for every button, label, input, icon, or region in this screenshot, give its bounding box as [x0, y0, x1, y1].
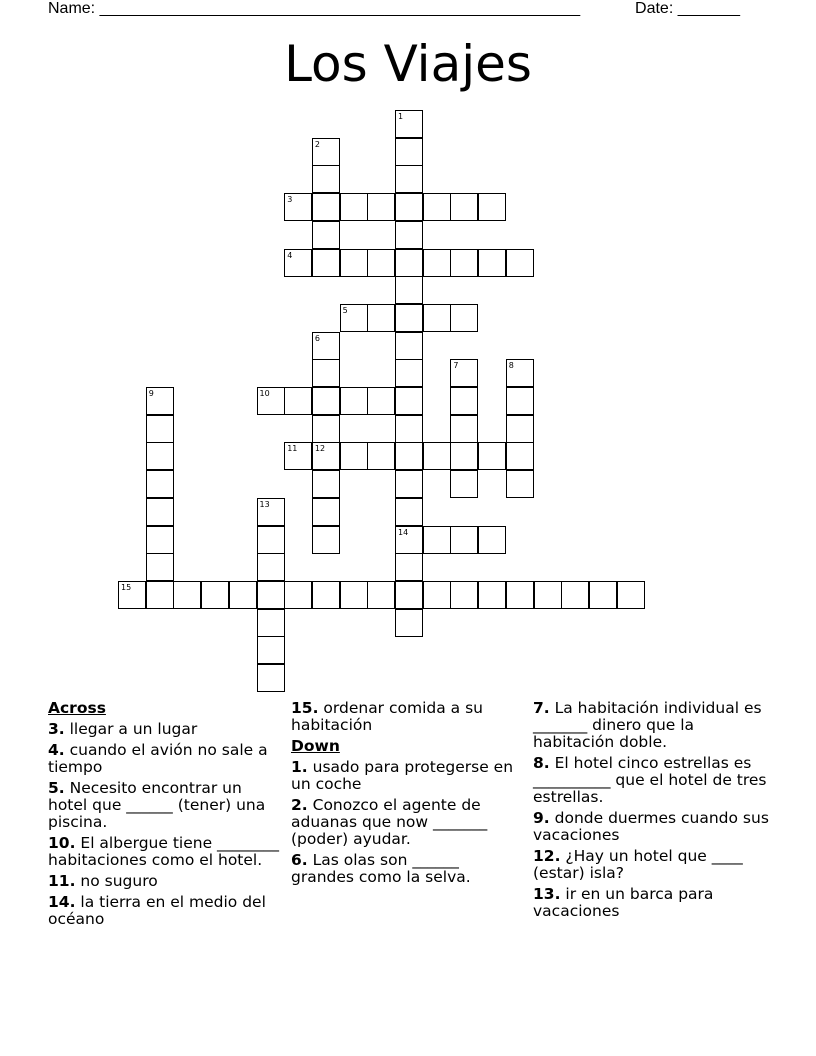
cell-number: 9	[148, 389, 154, 398]
crossword-cell[interactable]	[312, 165, 340, 193]
down-clue: 9. donde duermes cuando sus vacaciones	[533, 809, 769, 844]
crossword-cell[interactable]	[340, 442, 368, 470]
crossword-cell[interactable]	[395, 165, 423, 193]
crossword-cell[interactable]	[395, 276, 423, 304]
crossword-cell[interactable]	[312, 138, 340, 166]
crossword-cell[interactable]	[257, 609, 285, 637]
crossword-cell[interactable]	[229, 581, 257, 609]
crossword-cell[interactable]	[506, 249, 534, 277]
crossword-cell[interactable]	[395, 442, 423, 470]
crossword-cell[interactable]	[312, 526, 340, 554]
crossword-cell[interactable]	[312, 249, 340, 277]
across-clue: 4. cuando el avión no sale a tiempo	[48, 741, 268, 776]
crossword-cell[interactable]	[589, 581, 617, 609]
crossword-cell[interactable]	[312, 359, 340, 387]
crossword-cell[interactable]	[395, 221, 423, 249]
crossword-cell[interactable]	[257, 387, 285, 415]
crossword-cell[interactable]	[450, 526, 478, 554]
cell-number: 4	[287, 250, 293, 260]
cell-number: 15	[121, 582, 132, 592]
crossword-cell[interactable]	[367, 249, 395, 277]
cell-number: 8	[508, 361, 514, 371]
crossword-cell[interactable]	[450, 470, 478, 498]
crossword-cell[interactable]	[506, 581, 534, 609]
crossword-cell[interactable]	[257, 636, 285, 664]
crossword-cell[interactable]	[257, 526, 285, 554]
crossword-cell[interactable]	[395, 387, 423, 415]
across-clue: 14. la tierra en el medio del océano	[48, 893, 266, 928]
crossword-cell[interactable]	[146, 526, 174, 554]
crossword-cell[interactable]	[367, 387, 395, 415]
crossword-cell[interactable]	[340, 387, 368, 415]
crossword-cell[interactable]	[423, 249, 451, 277]
crossword-cell[interactable]	[146, 498, 174, 526]
cell-number: 11	[287, 444, 298, 454]
crossword-cell[interactable]	[312, 581, 340, 609]
crossword-cell[interactable]	[478, 193, 506, 221]
cell-number: 12	[314, 444, 326, 454]
name-field-label: Name: ______________________________________________________	[48, 0, 581, 17]
crossword-cell[interactable]	[450, 442, 478, 470]
crossword-cell[interactable]	[395, 470, 423, 498]
across-clue: 11. no suguro	[48, 872, 158, 890]
crossword-cell[interactable]	[367, 442, 395, 470]
crossword-cell[interactable]	[284, 387, 312, 415]
cell-number: 6	[314, 333, 320, 343]
crossword-cell[interactable]	[395, 110, 423, 138]
crossword-cell[interactable]	[395, 498, 423, 526]
down-clue: 6. Las olas son ______ grandes como la selva.	[291, 851, 471, 886]
crossword-cell[interactable]	[534, 581, 562, 609]
down-clue: 7. La habitación individual es _______ dinero que la habitación doble.	[533, 699, 762, 751]
cell-number: 5	[342, 305, 348, 315]
crossword-cell[interactable]	[284, 193, 312, 221]
crossword-cell[interactable]	[146, 553, 174, 581]
date-field-label: Date: _______	[635, 0, 740, 17]
cell-number: 1	[398, 112, 404, 121]
down-clue: 12. ¿Hay un hotel que ____ (estar) isla?	[533, 847, 743, 882]
crossword-cell[interactable]	[450, 193, 478, 221]
down-clue: 8. El hotel cinco estrellas es __________ que el hotel de tres estrellas.	[533, 754, 767, 806]
crossword-cell[interactable]	[340, 304, 368, 332]
crossword-cell[interactable]	[146, 581, 174, 609]
crossword-cell[interactable]	[257, 553, 285, 581]
crossword-cell[interactable]	[506, 415, 534, 443]
crossword-cell[interactable]	[450, 249, 478, 277]
crossword-cell[interactable]	[450, 359, 478, 387]
crossword-cell[interactable]	[478, 526, 506, 554]
page-title: Los Viajes	[284, 35, 532, 93]
across-clue: 5. Necesito encontrar un hotel que ______ (tener) una piscina.	[48, 779, 266, 831]
crossword-cell[interactable]	[395, 193, 423, 221]
cell-number: 2	[314, 139, 320, 149]
cell-number: 14	[398, 527, 409, 537]
cell-number: 7	[453, 361, 459, 371]
crossword-cell[interactable]	[340, 581, 368, 609]
crossword-cell[interactable]	[146, 442, 174, 470]
crossword-cell[interactable]	[312, 387, 340, 415]
crossword-cell[interactable]	[506, 442, 534, 470]
cell-number: 10	[259, 389, 270, 398]
crossword-cell[interactable]	[423, 581, 451, 609]
crossword-cell[interactable]	[340, 249, 368, 277]
crossword-cell[interactable]	[561, 581, 589, 609]
crossword-cell[interactable]	[423, 526, 451, 554]
down-clue: 1. usado para protegerse en un coche	[291, 758, 514, 793]
crossword-cell[interactable]	[257, 498, 285, 526]
crossword-cell[interactable]	[617, 581, 645, 609]
crossword-cell[interactable]	[146, 387, 174, 415]
crossword-cell[interactable]	[312, 332, 340, 360]
clue-column-3	[533, 700, 773, 924]
crossword-cell[interactable]	[284, 442, 312, 470]
down-clue: 2. Conozco el agente de aduanas que now _______ (poder) ayudar.	[291, 796, 488, 848]
crossword-cell[interactable]	[423, 193, 451, 221]
crossword-cell[interactable]	[450, 415, 478, 443]
crossword-cell[interactable]	[478, 581, 506, 609]
crossword-cell[interactable]	[395, 553, 423, 581]
crossword-cell[interactable]	[312, 415, 340, 443]
crossword-cell[interactable]	[312, 221, 340, 249]
crossword-cell[interactable]	[450, 581, 478, 609]
crossword-cell[interactable]	[284, 581, 312, 609]
crossword-cell[interactable]	[395, 138, 423, 166]
cell-number: 13	[259, 499, 270, 509]
crossword-cell[interactable]	[118, 581, 146, 609]
crossword-cell[interactable]	[367, 193, 395, 221]
crossword-cell[interactable]	[506, 470, 534, 498]
crossword-cell[interactable]	[312, 498, 340, 526]
down-heading: Down	[291, 737, 340, 755]
crossword-cell[interactable]	[312, 442, 340, 470]
crossword-cell[interactable]	[450, 304, 478, 332]
clue-column-1	[48, 700, 280, 932]
crossword-cell[interactable]	[257, 581, 285, 609]
crossword-cell[interactable]	[201, 581, 229, 609]
crossword-cell[interactable]	[478, 249, 506, 277]
crossword-cell[interactable]	[395, 609, 423, 637]
crossword-cell[interactable]	[478, 442, 506, 470]
crossword-cell[interactable]	[423, 304, 451, 332]
crossword-cell[interactable]	[340, 193, 368, 221]
across-clue: 10. El albergue tiene ________ habitaciones como el hotel.	[48, 834, 280, 869]
across-heading: Across	[48, 699, 106, 717]
cell-number: 3	[287, 195, 293, 205]
across-clue: 3. llegar a un lugar	[48, 720, 198, 738]
crossword-cell[interactable]	[284, 249, 312, 277]
crossword-cell[interactable]	[506, 359, 534, 387]
down-clue: 13. ir en un barca para vacaciones	[533, 885, 714, 920]
crossword-cell[interactable]	[395, 415, 423, 443]
crossword-cell[interactable]	[395, 359, 423, 387]
crossword-cell[interactable]	[312, 470, 340, 498]
crossword-cell[interactable]	[312, 193, 340, 221]
crossword-cell[interactable]	[173, 581, 201, 609]
crossword-cell[interactable]	[146, 470, 174, 498]
crossword-cell[interactable]	[506, 387, 534, 415]
crossword-cell[interactable]	[395, 332, 423, 360]
crossword-cell[interactable]	[367, 304, 395, 332]
crossword-cell[interactable]	[450, 387, 478, 415]
across-clue: 15. ordenar comida a su habitación	[291, 699, 483, 734]
crossword-cell[interactable]	[146, 415, 174, 443]
crossword-cell[interactable]	[257, 664, 285, 692]
crossword-cell[interactable]	[395, 304, 423, 332]
crossword-cell[interactable]	[423, 442, 451, 470]
crossword-cell[interactable]	[395, 581, 423, 609]
crossword-cell[interactable]	[367, 581, 395, 609]
crossword-cell[interactable]	[395, 249, 423, 277]
clue-column-2	[291, 700, 523, 890]
crossword-cell[interactable]	[395, 526, 423, 554]
